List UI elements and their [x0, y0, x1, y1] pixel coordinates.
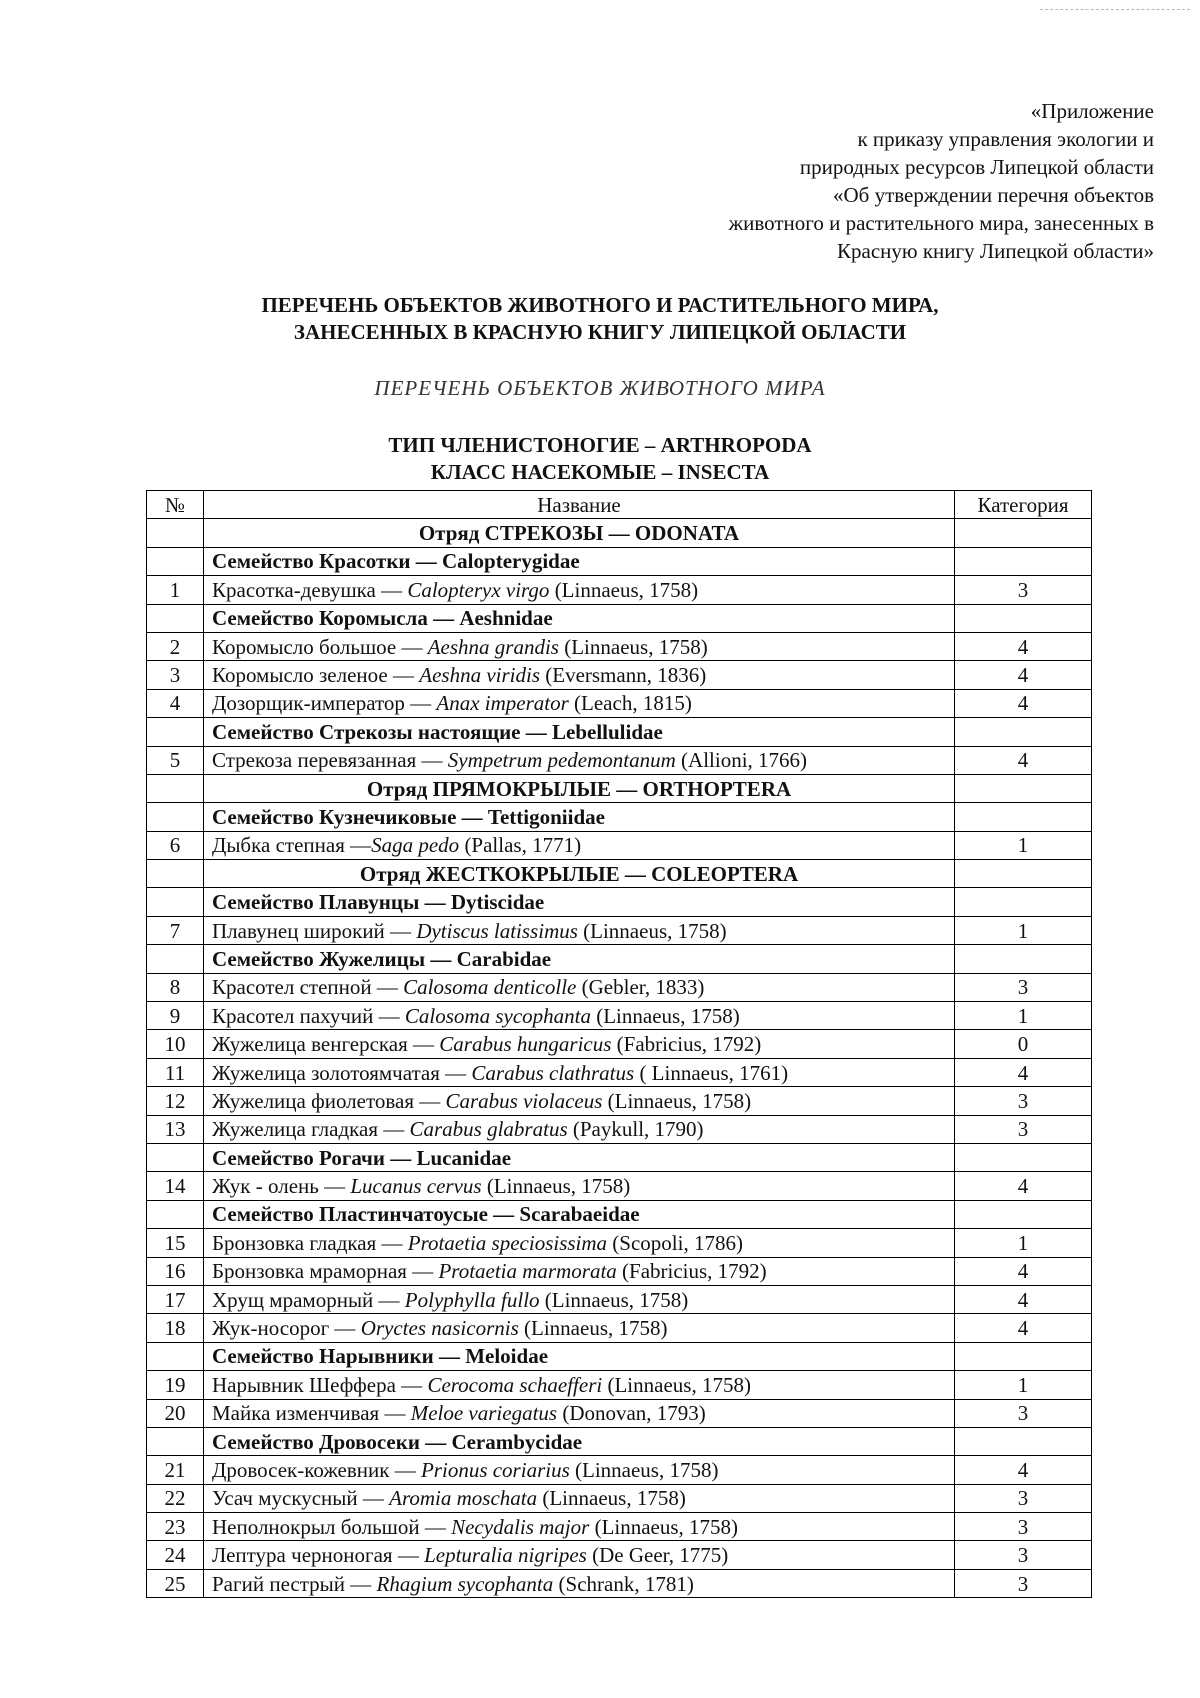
section-subtitle: ПЕРЕЧЕНЬ ОБЪЕКТОВ ЖИВОТНОГО МИРА — [374, 376, 826, 400]
species-russian-name: Красотел степной — — [212, 975, 404, 1000]
family-heading: Семейство Кузнечиковые — Tettigoniidae — [204, 803, 955, 831]
species-russian-name: Жужелица венгерская — — [212, 1032, 440, 1057]
species-russian-name: Бронзовка мраморная — — [212, 1259, 439, 1284]
species-latin-name: Carabus glabratus — [409, 1117, 568, 1142]
family-heading: Семейство Пластинчатоусые — Scarabaeidae — [204, 1200, 955, 1228]
species-author: (Gebler, 1833) — [576, 975, 705, 1000]
species-author: (Linnaeus, 1758) — [558, 634, 708, 659]
species-latin-name: Anax imperator — [436, 691, 569, 716]
species-name — [204, 1257, 955, 1285]
row-category: 3 — [955, 1513, 1092, 1541]
species-latin-name: Cerocoma schaefferi — [427, 1372, 603, 1397]
row-category: 3 — [955, 1484, 1092, 1512]
species-latin-name: Rhagium sycophanta — [376, 1571, 554, 1596]
species-russian-name: Лептура черноногая — — [212, 1543, 425, 1568]
row-number: 16 — [147, 1257, 204, 1285]
document-title-line: ЗАНЕСЕННЫХ В КРАСНУЮ КНИГУ ЛИПЕЦКОЙ ОБЛАСТИ — [293, 320, 907, 344]
species-russian-name: Дровосек-кожевник — — [212, 1457, 421, 1482]
species-latin-name: Lucanus cervus — [350, 1174, 482, 1199]
species-author: (Paykull, 1790) — [567, 1117, 704, 1142]
row-category: 3 — [955, 1399, 1092, 1427]
species-author: (Allioni, 1766) — [675, 748, 808, 773]
row-number — [147, 888, 204, 916]
row-category: 4 — [955, 1314, 1092, 1342]
species-name — [204, 1569, 955, 1597]
row-number: 19 — [147, 1371, 204, 1399]
table-row — [147, 632, 1092, 660]
order-row — [147, 860, 1092, 888]
table-row — [147, 1115, 1092, 1143]
row-category — [955, 604, 1092, 632]
row-number — [147, 1342, 204, 1370]
species-latin-name: Calopteryx virgo — [407, 577, 550, 602]
family-heading: Семейство Плавунцы — Dytiscidae — [204, 888, 955, 916]
row-category: 4 — [955, 1456, 1092, 1484]
species-russian-name: Майка изменчивая — — [212, 1401, 411, 1426]
species-name — [204, 1172, 955, 1200]
species-author: (Scopoli, 1786) — [607, 1230, 743, 1255]
table-row — [147, 1087, 1092, 1115]
row-category — [955, 1427, 1092, 1455]
species-author: (Linnaeus, 1758) — [577, 918, 727, 943]
species-name — [204, 632, 955, 660]
species-name — [204, 1399, 955, 1427]
species-name — [204, 576, 955, 604]
table-row — [147, 661, 1092, 689]
species-name — [204, 1229, 955, 1257]
row-number — [147, 718, 204, 746]
species-author: (Leach, 1815) — [568, 691, 692, 716]
family-heading: Семейство Нарывники — Meloidae — [204, 1342, 955, 1370]
table-row — [147, 1002, 1092, 1030]
row-category: 4 — [955, 1257, 1092, 1285]
row-category — [955, 1143, 1092, 1171]
species-table — [146, 490, 1092, 1598]
table-row — [147, 1285, 1092, 1313]
family-row — [147, 888, 1092, 916]
row-number — [147, 803, 204, 831]
species-russian-name: Жужелица золотоямчатая — — [212, 1060, 472, 1085]
row-number — [147, 547, 204, 575]
species-latin-name: Protaetia marmorata — [438, 1259, 617, 1284]
row-category: 4 — [955, 1172, 1092, 1200]
appendix-line: Красную книгу Липецкой области» — [837, 239, 1154, 263]
species-russian-name: Стрекоза перевязанная — — [212, 748, 448, 773]
row-number: 20 — [147, 1399, 204, 1427]
row-category: 4 — [955, 746, 1092, 774]
row-number: 5 — [147, 746, 204, 774]
header-category: Категория — [955, 491, 1092, 519]
row-number: 7 — [147, 916, 204, 944]
species-russian-name: Плавунец широкий — — [212, 918, 417, 943]
table-row — [147, 1541, 1092, 1569]
row-number: 17 — [147, 1285, 204, 1313]
species-author: ( Linnaeus, 1761) — [634, 1060, 789, 1085]
table-row — [147, 1172, 1092, 1200]
row-number — [147, 945, 204, 973]
row-number — [147, 860, 204, 888]
species-name — [204, 1058, 955, 1086]
table-row — [147, 1229, 1092, 1257]
species-latin-name: Meloe variegatus — [410, 1401, 558, 1426]
species-latin-name: Aromia moschata — [389, 1486, 538, 1511]
row-category — [955, 888, 1092, 916]
table-row — [147, 1314, 1092, 1342]
species-latin-name: Oryctes nasicornis — [360, 1316, 519, 1341]
row-category — [955, 547, 1092, 575]
order-heading: Отряд ПРЯМОКРЫЛЫЕ — ORTHOPTERA — [204, 774, 955, 802]
row-category: 4 — [955, 661, 1092, 689]
row-category — [955, 803, 1092, 831]
species-name — [204, 831, 955, 859]
species-latin-name: Aeshna grandis — [427, 634, 559, 659]
family-row — [147, 1342, 1092, 1370]
table-header-row — [147, 491, 1092, 519]
family-row — [147, 1200, 1092, 1228]
table-row — [147, 1484, 1092, 1512]
species-author: (Donovan, 1793) — [557, 1401, 706, 1426]
species-author: (Linnaeus, 1758) — [539, 1287, 689, 1312]
family-row — [147, 1143, 1092, 1171]
family-heading: Семейство Рогачи — Lucanidae — [204, 1143, 955, 1171]
species-latin-name: Necydalis major — [451, 1514, 590, 1539]
row-number: 3 — [147, 661, 204, 689]
species-latin-name: Carabus violaceus — [445, 1088, 603, 1113]
species-name — [204, 1314, 955, 1342]
species-author: (Linnaeus, 1758) — [537, 1486, 686, 1511]
row-number: 10 — [147, 1030, 204, 1058]
species-name — [204, 916, 955, 944]
row-category: 3 — [955, 973, 1092, 1001]
row-category: 3 — [955, 576, 1092, 604]
species-latin-name: Lepturalia nigripes — [424, 1543, 587, 1568]
species-author: (Linnaeus, 1758) — [569, 1457, 719, 1482]
family-row — [147, 1427, 1092, 1455]
row-number — [147, 774, 204, 802]
row-number — [147, 519, 204, 547]
header-number: № — [147, 491, 204, 519]
row-category: 4 — [955, 1058, 1092, 1086]
species-author: (Linnaeus, 1758) — [518, 1316, 668, 1341]
table-row — [147, 689, 1092, 717]
species-author: (Schrank, 1781) — [553, 1571, 694, 1596]
species-russian-name: Неполнокрыл большой — — [212, 1514, 452, 1539]
row-category — [955, 945, 1092, 973]
species-russian-name: Коромысло зеленое — — [212, 663, 420, 688]
species-author: (Pallas, 1771) — [459, 833, 582, 858]
appendix-line: природных ресурсов Липецкой области — [799, 155, 1154, 179]
row-number: 4 — [147, 689, 204, 717]
document-title — [0, 292, 1200, 346]
species-latin-name: Prionus coriarius — [420, 1457, 570, 1482]
row-number: 1 — [147, 576, 204, 604]
species-author: (Linnaeus, 1758) — [481, 1174, 631, 1199]
species-author: (De Geer, 1775) — [586, 1543, 729, 1568]
species-author: (Linnaeus, 1758) — [602, 1088, 752, 1113]
family-heading: Семейство Жужелицы — Carabidae — [204, 945, 955, 973]
row-category — [955, 718, 1092, 746]
species-latin-name: Dytiscus latissimus — [416, 918, 578, 943]
table-row — [147, 1257, 1092, 1285]
order-row — [147, 774, 1092, 802]
appendix-note — [554, 97, 1154, 265]
table-row — [147, 831, 1092, 859]
row-category: 1 — [955, 831, 1092, 859]
family-row — [147, 718, 1092, 746]
row-number — [147, 604, 204, 632]
table-row — [147, 973, 1092, 1001]
row-number: 9 — [147, 1002, 204, 1030]
table-row — [147, 1371, 1092, 1399]
species-russian-name: Красотел пахучий — — [212, 1003, 405, 1028]
species-name — [204, 1030, 955, 1058]
row-category: 3 — [955, 1569, 1092, 1597]
row-category — [955, 860, 1092, 888]
row-number: 25 — [147, 1569, 204, 1597]
species-author: (Eversmann, 1836) — [540, 663, 707, 688]
species-russian-name: Жужелица гладкая — — [212, 1117, 410, 1142]
row-category: 1 — [955, 1229, 1092, 1257]
table-row — [147, 916, 1092, 944]
table-row — [147, 1513, 1092, 1541]
family-heading: Семейство Красотки — Calopterygidae — [204, 547, 955, 575]
species-russian-name: Дозорщик-император — — [212, 691, 437, 716]
row-number: 8 — [147, 973, 204, 1001]
family-heading: Семейство Дровосеки — Cerambycidae — [204, 1427, 955, 1455]
species-latin-name: Carabus clathratus — [471, 1060, 635, 1085]
row-category: 4 — [955, 1285, 1092, 1313]
row-number — [147, 1143, 204, 1171]
table-row — [147, 1456, 1092, 1484]
table-row — [147, 1030, 1092, 1058]
species-table-body — [147, 491, 1092, 1598]
family-heading: Семейство Коромысла — Aeshnidae — [204, 604, 955, 632]
table-row — [147, 1569, 1092, 1597]
family-row — [147, 803, 1092, 831]
species-name — [204, 1002, 955, 1030]
species-name — [204, 973, 955, 1001]
species-name — [204, 661, 955, 689]
species-russian-name: Усач мускусный — — [212, 1486, 390, 1511]
table-row — [147, 746, 1092, 774]
order-heading: Отряд ЖЕСТКОКРЫЛЫЕ — COLEOPTERA — [204, 860, 955, 888]
row-number: 24 — [147, 1541, 204, 1569]
appendix-line: «Приложение — [1030, 99, 1154, 123]
row-number: 15 — [147, 1229, 204, 1257]
row-number — [147, 1427, 204, 1455]
species-russian-name: Жук-носорог — — [212, 1316, 361, 1341]
phylum-heading: ТИП ЧЛЕНИСТОНОГИЕ – ARTHROPODA — [388, 433, 812, 457]
family-row — [147, 604, 1092, 632]
species-russian-name: Дыбка степная — — [212, 833, 372, 858]
row-number: 23 — [147, 1513, 204, 1541]
species-author: (Linnaeus, 1758) — [589, 1514, 739, 1539]
species-latin-name: Aeshna viridis — [419, 663, 540, 688]
species-name — [204, 1456, 955, 1484]
species-latin-name: Protaetia speciosissima — [407, 1230, 608, 1255]
species-name — [204, 1541, 955, 1569]
table-row — [147, 576, 1092, 604]
table-row — [147, 1399, 1092, 1427]
scan-artifact-line — [1040, 9, 1190, 10]
row-number: 12 — [147, 1087, 204, 1115]
taxon-heading — [0, 432, 1200, 486]
species-author: (Fabricius, 1792) — [611, 1032, 762, 1057]
row-number: 6 — [147, 831, 204, 859]
species-russian-name: Жук - олень — — [212, 1174, 351, 1199]
family-heading: Семейство Стрекозы настоящие — Lebellulidae — [204, 718, 955, 746]
order-heading: Отряд СТРЕКОЗЫ — ODONATA — [204, 519, 955, 547]
row-number: 18 — [147, 1314, 204, 1342]
appendix-line: «Об утверждении перечня объектов — [832, 183, 1154, 207]
species-russian-name: Нарывник Шеффера — — [212, 1372, 428, 1397]
row-category — [955, 774, 1092, 802]
row-number: 22 — [147, 1484, 204, 1512]
species-russian-name: Рагий пестрый — — [212, 1571, 377, 1596]
row-number: 14 — [147, 1172, 204, 1200]
species-name — [204, 689, 955, 717]
appendix-line: животного и растительного мира, занесенных в — [728, 211, 1154, 235]
species-name — [204, 746, 955, 774]
species-author: (Linnaeus, 1758) — [549, 577, 699, 602]
row-category — [955, 1342, 1092, 1370]
family-row — [147, 547, 1092, 575]
species-name — [204, 1285, 955, 1313]
row-category: 3 — [955, 1541, 1092, 1569]
row-category — [955, 519, 1092, 547]
row-category: 4 — [955, 632, 1092, 660]
document-title-line: ПЕРЕЧЕНЬ ОБЪЕКТОВ ЖИВОТНОГО И РАСТИТЕЛЬНОГО МИРА, — [261, 293, 939, 317]
row-number: 2 — [147, 632, 204, 660]
row-category: 4 — [955, 689, 1092, 717]
species-russian-name: Хрущ мраморный — — [212, 1287, 405, 1312]
row-category: 0 — [955, 1030, 1092, 1058]
species-latin-name: Calosoma denticolle — [403, 975, 577, 1000]
row-category: 1 — [955, 916, 1092, 944]
row-number: 21 — [147, 1456, 204, 1484]
species-latin-name: Carabus hungaricus — [439, 1032, 612, 1057]
species-russian-name: Коромысло большое — — [212, 634, 428, 659]
species-latin-name: Sympetrum pedemontanum — [447, 748, 676, 773]
row-category — [955, 1200, 1092, 1228]
species-name — [204, 1087, 955, 1115]
appendix-line: к приказу управления экологии и — [857, 127, 1154, 151]
row-category: 3 — [955, 1087, 1092, 1115]
species-name — [204, 1484, 955, 1512]
class-heading: КЛАСС НАСЕКОМЫЕ – INSECTA — [430, 460, 770, 484]
species-author: (Fabricius, 1792) — [616, 1259, 767, 1284]
species-name — [204, 1115, 955, 1143]
row-number: 13 — [147, 1115, 204, 1143]
species-author: (Linnaeus, 1758) — [602, 1372, 751, 1397]
row-number — [147, 1200, 204, 1228]
species-latin-name: Saga pedo — [371, 833, 460, 858]
family-row — [147, 945, 1092, 973]
species-latin-name: Calosoma sycophanta — [404, 1003, 591, 1028]
species-latin-name: Polyphylla fullo — [404, 1287, 540, 1312]
species-russian-name: Красотка-девушка — — [212, 577, 408, 602]
row-category: 3 — [955, 1115, 1092, 1143]
order-row — [147, 519, 1092, 547]
species-russian-name: Жужелица фиолетовая — — [212, 1088, 446, 1113]
species-author: (Linnaeus, 1758) — [590, 1003, 740, 1028]
species-russian-name: Бронзовка гладкая — — [212, 1230, 408, 1255]
species-name — [204, 1371, 955, 1399]
header-name: Название — [204, 491, 955, 519]
row-category: 1 — [955, 1002, 1092, 1030]
row-number: 11 — [147, 1058, 204, 1086]
table-row — [147, 1058, 1092, 1086]
species-name — [204, 1513, 955, 1541]
row-category: 1 — [955, 1371, 1092, 1399]
